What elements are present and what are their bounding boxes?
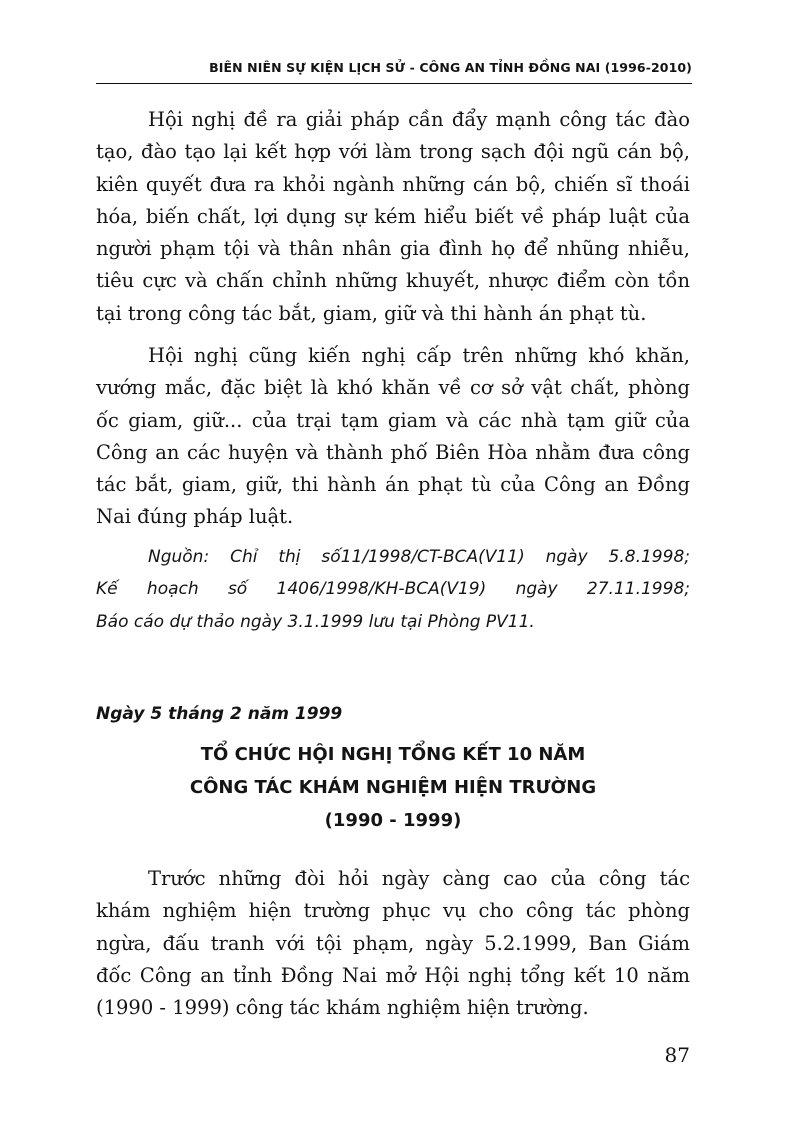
paragraph-line: ngừa, đấu tranh với tội phạm, ngày 5.2.1999, Ban Giám (96, 931, 690, 955)
source-line: Báo cáo dự thảo ngày 3.1.1999 lưu tại Phòng PV11. (96, 611, 535, 632)
paragraph-2 (96, 340, 690, 534)
paragraph-line: đốc Công an tỉnh Đồng Nai mở Hội nghị tổng kết 10 năm (96, 963, 690, 987)
paragraph-line: hóa, biến chất, lợi dụng sự kém hiểu biết về pháp luật của (96, 204, 690, 228)
header-rule (96, 83, 692, 84)
entry-title-line: CÔNG TÁC KHÁM NGHIỆM HIỆN TRƯỜNG (189, 777, 597, 798)
entry-paragraph (96, 863, 690, 1024)
paragraph-1 (96, 104, 690, 330)
paragraph-line: Nai đúng pháp luật. (96, 505, 294, 529)
paragraph-line: Công an các huyện và thành phố Biên Hòa nhằm đưa công (96, 440, 690, 464)
source-line: Nguồn: Chỉ thị số11/1998/CT-BCA(V11) ngày 5.8.1998; (148, 547, 690, 567)
paragraph-line: tạo, đào tạo lại kết hợp với làm trong sạch đội ngũ cán bộ, (96, 140, 690, 164)
paragraph-line: tiêu cực và chấn chỉnh những khuyết, nhược điểm còn tồn (96, 269, 690, 293)
paragraph-line: (1990 - 1999) công tác khám nghiệm hiện trường. (96, 996, 589, 1020)
paragraph-line: tại trong công tác bắt, giam, giữ và thi hành án phạt tù. (96, 301, 647, 325)
entry-title-line: (1990 - 1999) (324, 810, 462, 831)
paragraph-line: kiên quyết đưa ra khỏi ngành những cán bộ, chiến sĩ thoái (96, 172, 690, 196)
paragraph-line: Hội nghị đề ra giải pháp cần đẩy mạnh công tác đào (148, 108, 690, 131)
paragraph-line: Hội nghị cũng kiến nghị cấp trên những khó khăn, (148, 344, 690, 367)
page-number: 87 (664, 1043, 690, 1067)
paragraph-line: Trước những đòi hỏi ngày càng cao của công tác (148, 867, 690, 890)
source-line: Kế hoạch số 1406/1998/KH-BCA(V19) ngày 27.11.1998; (96, 579, 690, 600)
paragraph-line: tác bắt, giam, giữ, thi hành án phạt tù của Công an Đồng (96, 473, 690, 497)
source-note (96, 541, 690, 638)
paragraph-line: ốc giam, giữ... của trại tạm giam và các nhà tạm giữ của (96, 408, 690, 432)
running-header: BIÊN NIÊN SỰ KIỆN LỊCH SỬ - CÔNG AN TỈNH ĐỒNG NAI (1996-2010) (209, 60, 692, 75)
entry-date: Ngày 5 tháng 2 năm 1999 (96, 704, 343, 724)
entry-title (96, 738, 690, 837)
paragraph-line: vướng mắc, đặc biệt là khó khăn về cơ sở vật chất, phòng (96, 376, 690, 400)
paragraph-line: người phạm tội và thân nhân gia đình họ để nhũng nhiễu, (96, 237, 690, 261)
paragraph-line: khám nghiệm hiện trường phục vụ cho công tác phòng (96, 899, 690, 923)
entry-title-line: TỔ CHỨC HỘI NGHỊ TỔNG KẾT 10 NĂM (200, 744, 586, 765)
